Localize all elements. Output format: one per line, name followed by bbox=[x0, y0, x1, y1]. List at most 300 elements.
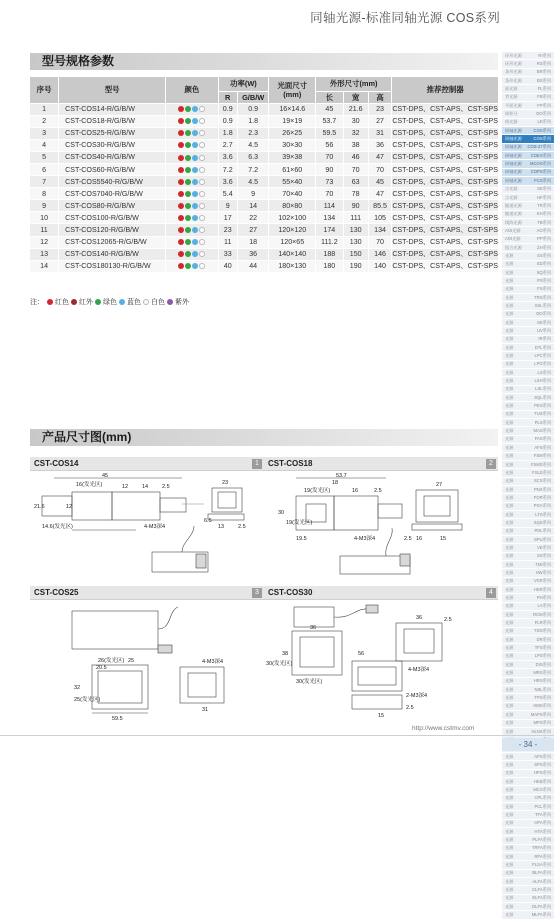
sidebar-nav-series: UV系列 bbox=[536, 328, 551, 334]
sidebar-nav-item[interactable] bbox=[502, 528, 554, 536]
sidebar-nav-item[interactable] bbox=[502, 94, 554, 102]
sidebar-nav-item[interactable] bbox=[502, 861, 554, 869]
model-cell: CST-COS25-R/G/B/W bbox=[59, 127, 166, 139]
power-gbw-cell: 22 bbox=[237, 212, 268, 224]
sidebar-nav-item[interactable] bbox=[502, 886, 554, 894]
sidebar-nav-item[interactable] bbox=[502, 60, 554, 68]
sidebar-nav-item[interactable] bbox=[502, 453, 554, 461]
sidebar-nav-label: 光源 bbox=[505, 603, 514, 609]
controller-cell: CST-DPS、CST-APS、CST-SPS bbox=[392, 248, 498, 260]
model-cell: CST-COS18-R/G/B/W bbox=[59, 115, 166, 127]
sidebar-nav-item[interactable] bbox=[502, 578, 554, 586]
sidebar-nav-series: FLR系列 bbox=[534, 620, 551, 626]
seq-cell: 4 bbox=[30, 139, 59, 151]
sidebar-nav-item[interactable] bbox=[502, 820, 554, 828]
dim-label: 12 bbox=[122, 484, 129, 490]
green-led-dot bbox=[185, 142, 191, 148]
sidebar-nav-series: MPS系列 bbox=[533, 720, 551, 726]
sidebar-nav-item[interactable] bbox=[502, 377, 554, 385]
sidebar-nav-label: 光源 bbox=[505, 620, 514, 626]
sidebar-nav-label: 面光源 bbox=[505, 86, 518, 92]
sidebar-nav-label: 光源 bbox=[505, 803, 514, 809]
legend-item bbox=[119, 297, 141, 307]
sidebar-nav-item[interactable] bbox=[502, 911, 554, 919]
dim-label: 30 bbox=[278, 510, 285, 516]
sidebar-nav-series: TFS系列 bbox=[534, 645, 551, 651]
table-row bbox=[30, 260, 498, 272]
sidebar-nav-item[interactable] bbox=[502, 611, 554, 619]
table-row bbox=[30, 248, 498, 260]
sidebar-nav-series: TUS系列 bbox=[534, 411, 551, 417]
dim-label: 59.5 bbox=[112, 716, 123, 722]
sidebar-nav-item[interactable] bbox=[502, 202, 554, 210]
sidebar-nav-series: TFA系列 bbox=[534, 811, 551, 817]
outer-l-cell: 53.7 bbox=[316, 115, 343, 127]
sidebar-nav-item[interactable] bbox=[502, 411, 554, 419]
aperture-cell: 30×30 bbox=[269, 139, 316, 151]
sidebar-nav-label: 光源 bbox=[505, 361, 514, 367]
sidebar-nav-label: 光源 bbox=[505, 836, 514, 842]
sidebar-nav-label: 光源 bbox=[505, 461, 514, 467]
sidebar-nav-item[interactable] bbox=[502, 720, 554, 728]
sidebar-nav-item[interactable] bbox=[502, 569, 554, 577]
sidebar-nav-item[interactable] bbox=[502, 269, 554, 277]
sidebar-nav-item[interactable] bbox=[502, 669, 554, 677]
dim-label: 4-M3深4 bbox=[408, 667, 430, 673]
sidebar-nav-label: 光源 bbox=[505, 578, 514, 584]
sidebar-nav-series: LA系列 bbox=[537, 603, 551, 609]
sidebar-nav-label: 光源 bbox=[505, 586, 514, 592]
specs-section-title: 型号规格参数 bbox=[42, 54, 115, 68]
sidebar-nav-item[interactable] bbox=[502, 603, 554, 611]
sidebar-nav-item[interactable] bbox=[502, 319, 554, 327]
sidebar-nav-series: RI系列 bbox=[538, 52, 551, 58]
sidebar-nav-series: RFA系列 bbox=[534, 853, 551, 859]
power-r-cell: 2.7 bbox=[218, 139, 237, 151]
table-row bbox=[30, 163, 498, 175]
outer-l-cell: 59.5 bbox=[316, 127, 343, 139]
sidebar-nav-label: 同轴光源 bbox=[505, 177, 522, 183]
outer-l-cell: 134 bbox=[316, 212, 343, 224]
sidebar-nav-series: BS系列 bbox=[537, 77, 551, 83]
dim-label: 6.5 bbox=[204, 518, 212, 524]
outer-h-cell: 140 bbox=[368, 260, 391, 272]
aperture-cell: 39×38 bbox=[269, 151, 316, 163]
sidebar-nav-item[interactable] bbox=[502, 236, 554, 244]
sidebar-nav-label: 光源 bbox=[505, 761, 514, 767]
seq-cell: 13 bbox=[30, 248, 59, 260]
sidebar-nav-item[interactable] bbox=[502, 511, 554, 519]
sidebar-nav-series: RS系列 bbox=[536, 61, 551, 67]
legend-item bbox=[167, 297, 189, 307]
green-led-dot bbox=[185, 263, 191, 269]
th-seq: 序号 bbox=[30, 77, 59, 103]
sidebar-nav-item[interactable] bbox=[502, 386, 554, 394]
sidebar-nav-item[interactable] bbox=[502, 870, 554, 878]
dim-label: 31 bbox=[202, 707, 209, 713]
sidebar-nav-item[interactable] bbox=[502, 52, 554, 60]
controller-cell: CST-DPS、CST-APS、CST-SPS bbox=[392, 176, 498, 188]
sidebar-nav-item[interactable] bbox=[502, 594, 554, 602]
blue-led-dot bbox=[192, 191, 198, 197]
table-row bbox=[30, 115, 498, 127]
sidebar-nav-series: TRS系列 bbox=[534, 294, 551, 300]
power-r-cell: 33 bbox=[218, 248, 237, 260]
dim-panel-number: 3 bbox=[252, 588, 262, 598]
model-cell: CST-COS140-R/G/B/W bbox=[59, 248, 166, 260]
sidebar-nav-item[interactable] bbox=[502, 252, 554, 260]
controller-cell: CST-DPS、CST-APS、CST-SPS bbox=[392, 188, 498, 200]
sidebar-nav-item[interactable] bbox=[502, 336, 554, 344]
sidebar-nav-item[interactable] bbox=[502, 795, 554, 803]
sidebar-nav-series: DLFA系列 bbox=[532, 903, 551, 909]
dim-label: 16 bbox=[416, 536, 423, 542]
sidebar-nav-label: 点光源 bbox=[505, 194, 518, 200]
sidebar-nav-label: 光源 bbox=[505, 344, 514, 350]
sidebar-nav-series: HF系列 bbox=[537, 194, 551, 200]
seq-cell: 2 bbox=[30, 115, 59, 127]
dims-section-title: 产品尺寸图(mm) bbox=[42, 430, 132, 444]
blue-led-dot bbox=[192, 263, 198, 269]
dim-drawing-cos25 bbox=[32, 603, 262, 721]
sidebar-nav-item[interactable] bbox=[502, 444, 554, 452]
legend-item bbox=[47, 297, 69, 307]
green-led-dot bbox=[185, 155, 191, 161]
blue-led-dot bbox=[192, 130, 198, 136]
sidebar-nav-item[interactable] bbox=[502, 811, 554, 819]
power-r-cell: 0.9 bbox=[218, 115, 237, 127]
sidebar-nav-label: 光源 bbox=[505, 494, 514, 500]
sidebar-nav-label: 光源 bbox=[505, 695, 514, 701]
outer-l-cell: 45 bbox=[316, 103, 343, 115]
sidebar-nav-label: 光源 bbox=[505, 428, 514, 434]
sidebar-nav-item[interactable] bbox=[502, 227, 554, 235]
outer-w-cell: 30 bbox=[343, 115, 368, 127]
white-led-dot bbox=[199, 167, 205, 173]
outer-h-cell: 134 bbox=[368, 224, 391, 236]
sidebar-nav-item[interactable] bbox=[502, 619, 554, 627]
sidebar-nav-item[interactable] bbox=[502, 311, 554, 319]
sidebar-nav-item[interactable] bbox=[502, 761, 554, 769]
sidebar-nav-item[interactable] bbox=[502, 628, 554, 636]
blue-led-dot bbox=[192, 106, 198, 112]
sidebar-nav-label: 光源 bbox=[505, 903, 514, 909]
sidebar-nav-item[interactable] bbox=[502, 394, 554, 402]
sidebar-nav-label: 光源 bbox=[505, 478, 514, 484]
page-number: - 34 - bbox=[502, 738, 554, 751]
sidebar-nav-item[interactable] bbox=[502, 703, 554, 711]
sidebar-nav-item[interactable] bbox=[502, 711, 554, 719]
table-row bbox=[30, 151, 498, 163]
outer-w-cell: 150 bbox=[343, 248, 368, 260]
sidebar-nav-series: COS-27系列 bbox=[527, 144, 551, 150]
sidebar-nav-label: 光源 bbox=[505, 286, 514, 292]
sidebar-nav-item[interactable] bbox=[502, 211, 554, 219]
power-gbw-cell: 36 bbox=[237, 248, 268, 260]
model-cell: CST-COS40-R/G/B/W bbox=[59, 151, 166, 163]
green-led-dot bbox=[185, 130, 191, 136]
sidebar-nav-series: LTS系列 bbox=[535, 511, 551, 517]
outer-l-cell: 90 bbox=[316, 163, 343, 175]
sidebar-nav-series: FSM系列 bbox=[533, 453, 551, 459]
sidebar-nav-item[interactable] bbox=[502, 503, 554, 511]
sidebar-nav-item[interactable] bbox=[502, 494, 554, 502]
model-cell: CST-COS60-R/G/B/W bbox=[59, 163, 166, 175]
sidebar-nav-label: 同轴光源 bbox=[505, 136, 522, 142]
sidebar-nav-label: 线阵光源 bbox=[505, 219, 522, 225]
sidebar-nav-series: DTL系列 bbox=[534, 344, 551, 350]
sidebar-nav-series: FSLE系列 bbox=[532, 469, 551, 475]
sidebar-nav-item[interactable] bbox=[502, 778, 554, 786]
sidebar-nav-item[interactable] bbox=[502, 277, 554, 285]
controller-cell: CST-DPS、CST-APS、CST-SPS bbox=[392, 139, 498, 151]
sidebar-nav-item[interactable] bbox=[502, 102, 554, 110]
sidebar-nav-series: MCX系列 bbox=[533, 786, 551, 792]
sidebar-nav-item[interactable] bbox=[502, 803, 554, 811]
sidebar-nav-item[interactable] bbox=[502, 544, 554, 552]
seq-cell: 14 bbox=[30, 260, 59, 272]
sidebar-nav-label: 光源 bbox=[505, 653, 514, 659]
sidebar-nav-series: PLFA系列 bbox=[532, 836, 551, 842]
sidebar-nav-item[interactable] bbox=[502, 586, 554, 594]
sidebar-nav-item[interactable] bbox=[502, 519, 554, 527]
dim-label: 2.5 bbox=[238, 524, 246, 530]
sidebar-nav-item[interactable] bbox=[502, 770, 554, 778]
sidebar-nav-item[interactable] bbox=[502, 753, 554, 761]
dim-panel-title: CST-COS25 bbox=[34, 588, 79, 597]
sidebar-nav-label: 光源 bbox=[505, 328, 514, 334]
sidebar-nav-item[interactable] bbox=[502, 294, 554, 302]
outer-w-cell: 90 bbox=[343, 200, 368, 212]
white-led-dot bbox=[199, 263, 205, 269]
sidebar-nav-item[interactable] bbox=[502, 219, 554, 227]
dim-label: 14 bbox=[142, 484, 149, 490]
sidebar-nav-label: 光源 bbox=[505, 403, 514, 409]
th-power-gbw: G/B/W bbox=[237, 91, 268, 103]
sidebar-nav-label: 点光源 bbox=[505, 186, 518, 192]
sidebar-nav-label: 光源 bbox=[505, 411, 514, 417]
aperture-cell: 120×65 bbox=[269, 236, 316, 248]
power-gbw-cell: 1.8 bbox=[237, 115, 268, 127]
sidebar-nav-item[interactable] bbox=[502, 427, 554, 435]
controller-cell: CST-DPS、CST-APS、CST-SPS bbox=[392, 260, 498, 272]
sidebar-nav-item[interactable] bbox=[502, 69, 554, 77]
sidebar-nav-label: 光源 bbox=[505, 277, 514, 283]
aperture-cell: 180×130 bbox=[269, 260, 316, 272]
dim-label: 12 bbox=[66, 504, 73, 510]
sidebar-nav-series: LE系列 bbox=[537, 119, 551, 125]
green-led-dot bbox=[185, 215, 191, 221]
sidebar-nav-series: SSL系列 bbox=[534, 302, 551, 308]
sidebar-nav-series: TMI系列 bbox=[535, 561, 551, 567]
sidebar-nav-series: SQS系列 bbox=[533, 519, 551, 525]
dim-panel-header-cos25 bbox=[30, 586, 264, 600]
sidebar-nav-item[interactable] bbox=[502, 678, 554, 686]
red-led-dot bbox=[178, 179, 184, 185]
sidebar-nav-item[interactable] bbox=[502, 344, 554, 352]
sidebar-nav-label: 光源 bbox=[505, 261, 514, 267]
sidebar-nav-item[interactable] bbox=[502, 903, 554, 911]
sidebar-nav-series: SCX系列 bbox=[534, 478, 551, 484]
red-led-dot bbox=[178, 118, 184, 124]
blue-led-dot bbox=[192, 167, 198, 173]
sidebar-nav-item[interactable] bbox=[502, 186, 554, 194]
green-led-dot bbox=[185, 239, 191, 245]
sidebar-nav-item[interactable] bbox=[502, 845, 554, 853]
sidebar-nav-item[interactable] bbox=[502, 786, 554, 794]
sidebar-nav-item[interactable] bbox=[502, 194, 554, 202]
sidebar-nav-item[interactable] bbox=[502, 644, 554, 652]
controller-cell: CST-DPS、CST-APS、CST-SPS bbox=[392, 103, 498, 115]
dim-label: 30(发光区) bbox=[266, 661, 293, 667]
seq-cell: 6 bbox=[30, 163, 59, 175]
sidebar-nav-label: 光源 bbox=[505, 611, 514, 617]
sidebar-nav-item[interactable] bbox=[502, 853, 554, 861]
sidebar-nav-series: FS系列 bbox=[537, 286, 551, 292]
sidebar-nav-item[interactable] bbox=[502, 169, 554, 177]
table-row bbox=[30, 103, 498, 115]
footer-url[interactable]: http://www.cstmv.com bbox=[412, 725, 475, 732]
sidebar-nav-item[interactable] bbox=[502, 110, 554, 118]
sidebar-nav-label: 光源 bbox=[505, 419, 514, 425]
model-cell: CST-COS180130-R/G/B/W bbox=[59, 260, 166, 272]
outer-w-cell: 111 bbox=[343, 212, 368, 224]
dim-label: 19.5 bbox=[296, 536, 307, 542]
red-led-dot bbox=[178, 106, 184, 112]
power-r-cell: 40 bbox=[218, 260, 237, 272]
sidebar-nav-series: PLS系列 bbox=[534, 419, 551, 425]
sidebar-nav-item[interactable] bbox=[502, 436, 554, 444]
sidebar-nav-item[interactable] bbox=[502, 144, 554, 152]
dim-panel-title: CST-COS30 bbox=[268, 588, 313, 597]
sidebar-nav-label: 光源 bbox=[505, 269, 514, 275]
sidebar-nav-item[interactable] bbox=[502, 895, 554, 903]
sidebar-nav-item[interactable] bbox=[502, 119, 554, 127]
sidebar-nav-item[interactable] bbox=[502, 653, 554, 661]
sidebar-nav-item[interactable] bbox=[502, 486, 554, 494]
sidebar-nav-item[interactable] bbox=[502, 686, 554, 694]
sidebar-nav-item[interactable] bbox=[502, 177, 554, 185]
sidebar-nav-item[interactable] bbox=[502, 160, 554, 168]
sidebar-nav-series: MCOS系列 bbox=[530, 161, 551, 167]
sidebar-nav-label: AOI光源 bbox=[505, 236, 521, 242]
sidebar-nav-item[interactable] bbox=[502, 127, 554, 135]
dim-label: 26(发光区) bbox=[98, 658, 125, 664]
outer-w-cell: 46 bbox=[343, 151, 368, 163]
sidebar-nav-item[interactable] bbox=[502, 828, 554, 836]
product-nav-sidebar bbox=[502, 52, 554, 920]
sidebar-nav-item[interactable] bbox=[502, 352, 554, 360]
table-row bbox=[30, 127, 498, 139]
sidebar-nav-item[interactable] bbox=[502, 553, 554, 561]
th-power: 功率(W) bbox=[218, 77, 269, 91]
sidebar-nav-label: 光源 bbox=[505, 252, 514, 258]
ir-swatch bbox=[71, 299, 77, 305]
red-led-dot bbox=[178, 227, 184, 233]
sidebar-nav-item[interactable] bbox=[502, 419, 554, 427]
outer-l-cell: 56 bbox=[316, 139, 343, 151]
sidebar-nav-item[interactable] bbox=[502, 536, 554, 544]
power-gbw-cell: 18 bbox=[237, 236, 268, 248]
outer-w-cell: 63 bbox=[343, 176, 368, 188]
sidebar-nav-item[interactable] bbox=[502, 402, 554, 410]
dim-drawing-cos18 bbox=[266, 474, 496, 584]
outer-w-cell: 130 bbox=[343, 224, 368, 236]
sidebar-nav-item[interactable] bbox=[502, 135, 554, 143]
sidebar-nav-item[interactable] bbox=[502, 361, 554, 369]
table-row bbox=[30, 200, 498, 212]
sidebar-nav-series: HMS系列 bbox=[533, 703, 551, 709]
table-row bbox=[30, 188, 498, 200]
sidebar-nav-item[interactable] bbox=[502, 694, 554, 702]
dim-drawing-cos30 bbox=[266, 603, 496, 721]
sidebar-nav-item[interactable] bbox=[502, 77, 554, 85]
sidebar-nav-label: 光源 bbox=[505, 544, 514, 550]
sidebar-nav-series: FCS系列 bbox=[534, 177, 551, 183]
sidebar-nav-item[interactable] bbox=[502, 636, 554, 644]
sidebar-nav-series: FL系列 bbox=[537, 86, 551, 92]
aperture-cell: 102×100 bbox=[269, 212, 316, 224]
outer-w-cell: 32 bbox=[343, 127, 368, 139]
spec-table bbox=[30, 77, 498, 273]
legend-item bbox=[143, 297, 165, 307]
red-led-dot bbox=[178, 203, 184, 209]
sidebar-nav-item[interactable] bbox=[502, 461, 554, 469]
sidebar-nav-series: SE系列 bbox=[537, 319, 551, 325]
sidebar-nav-label: 光源 bbox=[505, 728, 514, 734]
sidebar-nav-item[interactable] bbox=[502, 561, 554, 569]
blue-led-dot bbox=[192, 203, 198, 209]
dim-label: 27 bbox=[436, 482, 443, 488]
sidebar-nav-series: SS系列 bbox=[537, 553, 551, 559]
table-row bbox=[30, 212, 498, 224]
sidebar-nav-item[interactable] bbox=[502, 836, 554, 844]
outer-w-cell: 130 bbox=[343, 236, 368, 248]
sidebar-nav-series: VSR系列 bbox=[534, 578, 551, 584]
sidebar-nav-item[interactable] bbox=[502, 261, 554, 269]
sidebar-nav-series: HFA系列 bbox=[534, 820, 551, 826]
sidebar-nav-series: PDL系列 bbox=[534, 528, 551, 534]
sidebar-nav-label: 光源 bbox=[505, 595, 514, 601]
sidebar-nav-item[interactable] bbox=[502, 661, 554, 669]
sidebar-nav-label: 光源 bbox=[505, 302, 514, 308]
sidebar-nav-item[interactable] bbox=[502, 369, 554, 377]
sidebar-nav-item[interactable] bbox=[502, 327, 554, 335]
white-led-dot bbox=[199, 251, 205, 257]
power-r-cell: 9 bbox=[218, 200, 237, 212]
sidebar-nav-item[interactable] bbox=[502, 878, 554, 886]
model-cell: CST-COS80-R/G/B/W bbox=[59, 200, 166, 212]
sidebar-nav-item[interactable] bbox=[502, 478, 554, 486]
sidebar-nav-label: 同轴光源 bbox=[505, 161, 522, 167]
dim-label: 4-M3深4 bbox=[202, 659, 224, 665]
sidebar-nav-item[interactable] bbox=[502, 244, 554, 252]
th-model: 型号 bbox=[59, 77, 166, 103]
dim-label: 19(发光区) bbox=[286, 520, 313, 526]
sidebar-nav-series: KH系列 bbox=[536, 211, 551, 217]
sidebar-nav-series: AO系列 bbox=[536, 227, 551, 233]
dim-label: 25(发光区) bbox=[74, 697, 101, 703]
sidebar-nav-item[interactable] bbox=[502, 302, 554, 310]
sidebar-nav-series: DIS系列 bbox=[535, 661, 551, 667]
sidebar-nav-item[interactable] bbox=[502, 286, 554, 294]
sidebar-nav-item[interactable] bbox=[502, 469, 554, 477]
sidebar-nav-series: ELFA系列 bbox=[532, 895, 551, 901]
sidebar-nav-item[interactable] bbox=[502, 85, 554, 93]
red-led-dot bbox=[178, 239, 184, 245]
white-led-dot bbox=[199, 142, 205, 148]
sidebar-nav-item[interactable] bbox=[502, 152, 554, 160]
